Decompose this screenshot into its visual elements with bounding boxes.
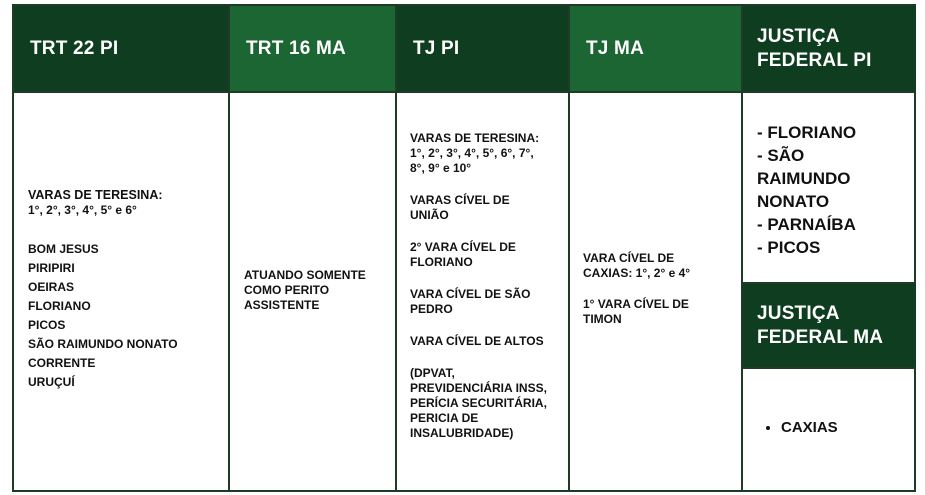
header-jfpi xyxy=(743,6,916,93)
header-trt22 xyxy=(14,6,230,93)
header-trt16-title: TRT 16 MA xyxy=(246,37,346,59)
header-tjpi xyxy=(397,6,570,93)
trt22-city-list xyxy=(28,240,228,392)
list-item: PIRIPIRI xyxy=(28,261,75,275)
tjpi-item: VARA CÍVEL DE ALTOS xyxy=(410,334,544,348)
list-item: CORRENTE xyxy=(28,356,96,370)
jfpi-city-list xyxy=(757,121,908,259)
list-item: PICOS xyxy=(28,318,66,332)
list-item: URUÇUÍ xyxy=(28,375,75,389)
col-tjma xyxy=(570,93,743,490)
col-trt16 xyxy=(230,93,397,490)
header-jfma xyxy=(743,282,916,369)
header-tjma xyxy=(570,6,743,93)
list-item: - SÃO RAIMUNDO NONATO xyxy=(757,146,851,211)
header-tjma-title: TJ MA xyxy=(586,37,644,59)
list-item: OEIRAS xyxy=(28,280,75,294)
tjpi-note: (DPVAT, PREVIDENCIÁRIA INSS, PERÍCIA SECURITÁRIA, PERICIA DE INSALUBRIDADE) xyxy=(410,366,547,440)
header-jfpi-title: JUSTIÇA FEDERAL PI xyxy=(757,25,872,71)
trt22-varas-label: VARAS DE TERESINA: xyxy=(28,188,163,202)
trt22-varas-numbers: 1°, 2°, 3°, 4°, 5° e 6° xyxy=(28,203,137,217)
tjma-item: VARA CÍVEL DE CAXIAS: 1°, 2° e 4° xyxy=(583,251,691,280)
header-trt16 xyxy=(230,6,397,93)
trt16-note: ATUANDO SOMENTE COMO PERITO ASSISTENTE xyxy=(244,268,366,312)
list-item: - PARNAÍBA xyxy=(757,215,856,234)
col-jfpi xyxy=(743,93,916,282)
header-jfma-title: JUSTIÇA FEDERAL MA xyxy=(757,302,884,348)
tjma-item: 1° VARA CÍVEL DE TIMON xyxy=(583,297,689,326)
header-tjpi-title: TJ PI xyxy=(413,37,460,59)
courts-table xyxy=(12,4,916,492)
header-trt22-title: TRT 22 PI xyxy=(30,37,119,59)
list-item: • CAXIAS xyxy=(781,420,908,435)
tjpi-varas-label: VARAS DE TERESINA: xyxy=(410,131,540,145)
col-tjpi xyxy=(397,93,570,490)
tjpi-item: 2° VARA CÍVEL DE FLORIANO xyxy=(410,240,516,269)
jfma-city-list xyxy=(757,420,908,435)
tjpi-item: VARAS CÍVEL DE UNIÃO xyxy=(410,193,510,222)
tjpi-varas-numbers: 1°, 2°, 3°, 4°, 5°, 6°, 7°, 8°, 9° e 10° xyxy=(410,146,534,175)
list-item: - FLORIANO xyxy=(757,123,857,142)
list-item: SÃO RAIMUNDO NONATO xyxy=(28,337,178,351)
tjpi-item: VARA CÍVEL DE SÃO PEDRO xyxy=(410,287,531,316)
list-item: BOM JESUS xyxy=(28,242,99,256)
col-trt22 xyxy=(14,93,230,490)
col-jfma xyxy=(743,369,916,490)
list-item: FLORIANO xyxy=(28,299,91,313)
list-item: - PICOS xyxy=(757,238,821,257)
